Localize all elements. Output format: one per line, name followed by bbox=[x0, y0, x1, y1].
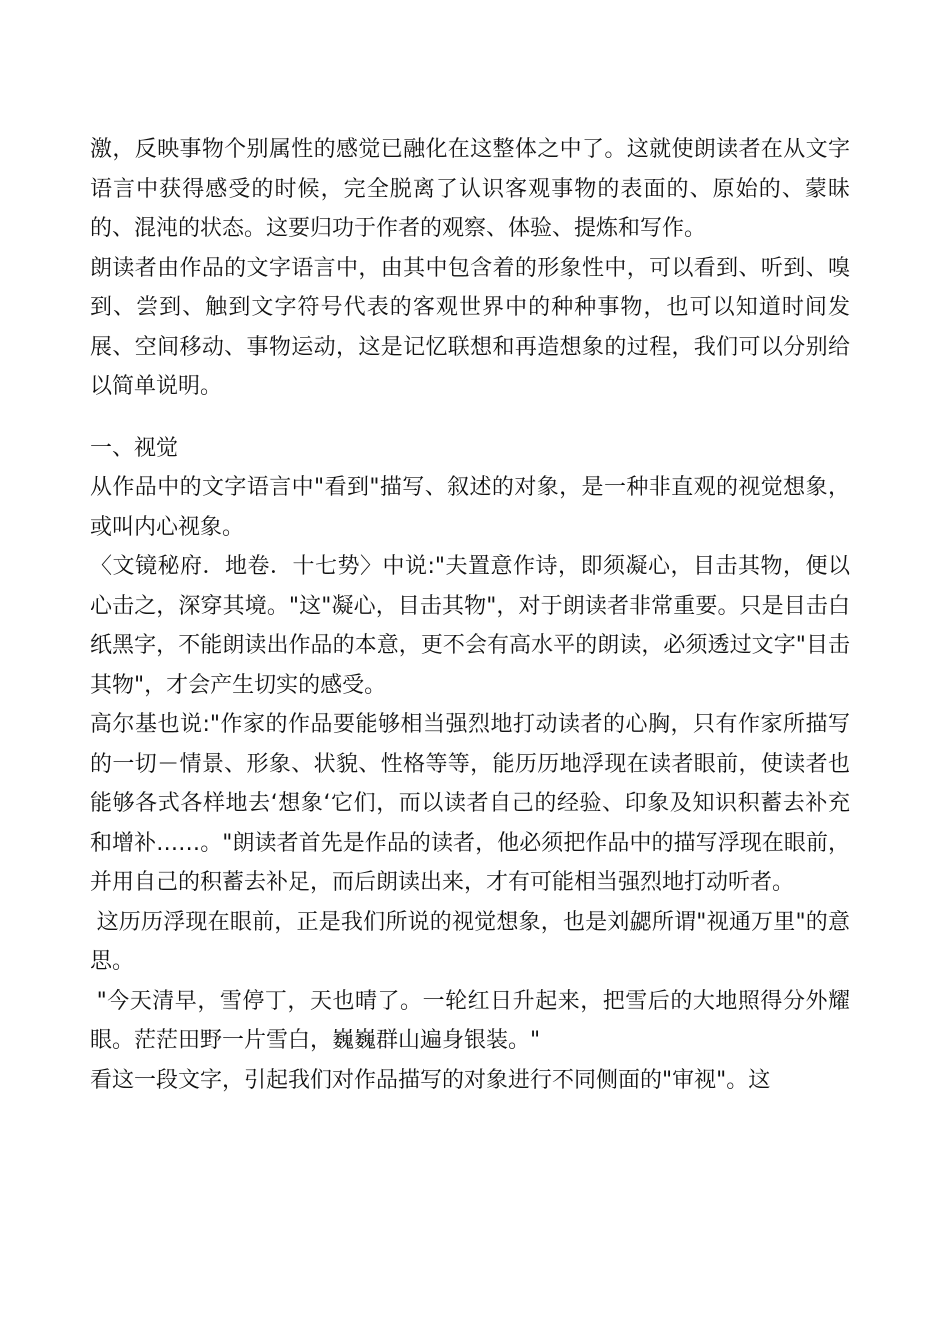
paragraph-examination: 看这一段文字，引起我们对作品描写的对象进行不同侧面的"审视"。这 bbox=[90, 1067, 771, 1093]
paragraph-visual-definition: 从作品中的文字语言中"看到"描写、叙述的对象，是一种非直观的视觉想象，或叫内心视象。 bbox=[90, 475, 850, 540]
paragraph-example-quote: "今天清早，雪停丁，天也晴了。一轮红日升起来，把雪后的大地照得分外耀眼。茫茫田野一片雪白，巍巍群山遍身银装。" bbox=[90, 988, 850, 1053]
document-body bbox=[90, 130, 850, 1100]
paragraph-visual-imagination: 这历历浮现在眼前，正是我们所说的视觉想象，也是刘勰所谓"视通万里"的意思。 bbox=[90, 909, 850, 974]
paragraph-intro-1: 激，反映事物个别属性的感觉已融化在这整体之中了。这就使朗读者在从文字语言中获得感受的时候，完全脱离了认识客观事物的表面的、原始的、蒙昧的、混沌的状态。这要归功于作者的观察、体验、提炼和写作。 bbox=[90, 137, 850, 241]
paragraph-quote-gorky: 高尔基也说:"作家的作品要能够相当强烈地打动读者的心胸，只有作家所描写的一切－情景、形象、状貌、性格等等，能历历地浮现在读者眼前，使读者也能够各式各样地去‘想象‘它们，而以读者自己的经验、印象及知识积蓄去补充和增补……。"朗读者首先是作品的读者，他必须把作品中的描写浮现在眼前，并用自己的积蓄去补足，而后朗读出来，才有可能相当强烈地打动听者。 bbox=[90, 712, 850, 895]
paragraph-intro-2: 朗读者由作品的文字语言中，由其中包含着的形象性中，可以看到、听到、嗅到、尝到、触到文字符号代表的客观世界中的种种事物，也可以知道时间发展、空间移动、事物运动，这是记忆联想和再造想象的过程，我们可以分别给以简单说明。 bbox=[90, 255, 850, 399]
paragraph-quote-wenjing: 〈文镜秘府．地卷．十七势〉中说:"夫置意作诗，即须凝心，目击其物，便以心击之，深穿其境。"这"凝心，目击其物"，对于朗读者非常重要。只是目击白纸黑字，不能朗读出作品的本意，更不会有高水平的朗读，必须透过文字"目击其物"，才会产生切实的感受。 bbox=[90, 554, 850, 698]
section-heading: 一、视觉 bbox=[90, 435, 179, 461]
